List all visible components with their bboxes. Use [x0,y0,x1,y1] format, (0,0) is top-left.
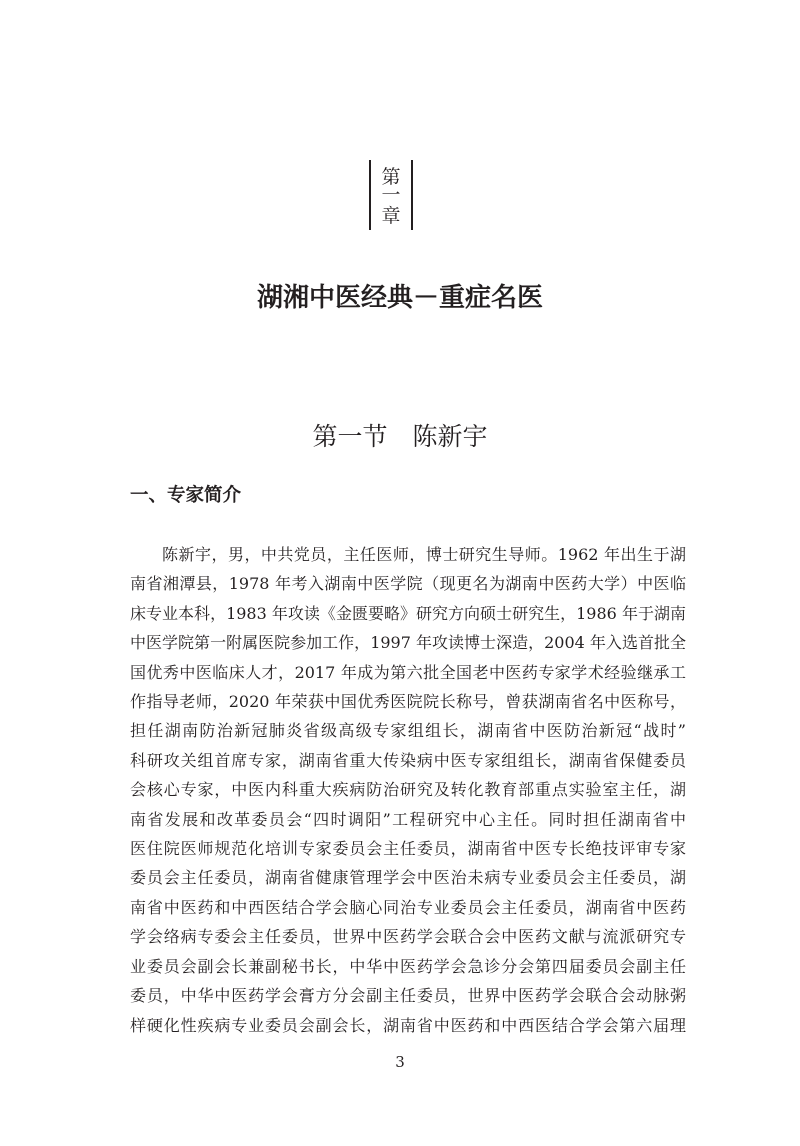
text-line: 南省湘潭县，1978 年考入湖南中医学院（现更名为湖南中医药大学）中医临 [130,574,686,594]
chapter-label-char: 一 [381,184,401,206]
text-line: 业委员会副会长兼副秘书长，中华中医药学会急诊分会第四届委员会副主任 [130,956,686,976]
text-line: 作指导老师，2020 年荣获中国优秀医院院长称号，曾获湖南省名中医称号， [130,692,686,712]
text-line: 会核心专家，中医内科重大疾病防治研究及转化教育部重点实验室主任，湖 [130,780,686,800]
text-line: 委员，中华中医药学会膏方分会副主任委员，世界中医药学会联合会动脉粥 [130,986,686,1006]
text-line: 南省发展和改革委员会“四时调阳”工程研究中心主任。同时担任湖南省中 [130,809,686,829]
text-line: 南省中医药和中西医结合学会脑心同治专业委员会主任委员，湖南省中医药 [130,897,686,917]
text-line: 委员会主任委员，湖南省健康管理学会中医治未病专业委员会主任委员，湖 [130,868,686,888]
chapter-label-box [369,160,413,230]
text-line: 医住院医师规范化培训专家委员会主任委员，湖南省中医专长绝技评审专家 [130,839,686,859]
text-line: 担任湖南防治新冠肺炎省级高级专家组组长，湖南省中医防治新冠“战时” [130,721,686,741]
chapter-label-char: 第 [381,166,401,188]
subheading: 一、专家简介 [130,485,242,506]
text-line: 床专业本科，1983 年攻读《金匮要略》研究方向硕士研究生，1986 年于湖南 [130,603,686,623]
text-line: 科研攻关组首席专家，湖南省重大传染病中医专家组组长，湖南省保健委员 [130,750,686,770]
chapter-title: 湖湘中医经典－重症名医 [256,283,543,313]
section-title: 第一节 陈新宇 [312,422,488,451]
text-line: 国优秀中医临床人才，2017 年成为第六批全国老中医药专家学术经验继承工 [130,662,686,682]
chapter-label-char: 章 [381,205,401,227]
text-line: 样硬化性疾病专业委员会副会长，湖南省中医药和中西医结合学会第六届理 [130,1015,686,1035]
text-line: 陈新宇，男，中共党员，主任医师，博士研究生导师。1962 年出生于湖 [162,545,686,564]
body-paragraph [130,540,686,1040]
text-line: 学会络病专委会主任委员，世界中医药学会联合会中医药文献与流派研究专 [130,927,686,947]
text-line: 中医学院第一附属医院参加工作，1997 年攻读博士深造，2004 年入选首批全 [130,633,686,653]
page-number: 3 [395,1053,405,1071]
